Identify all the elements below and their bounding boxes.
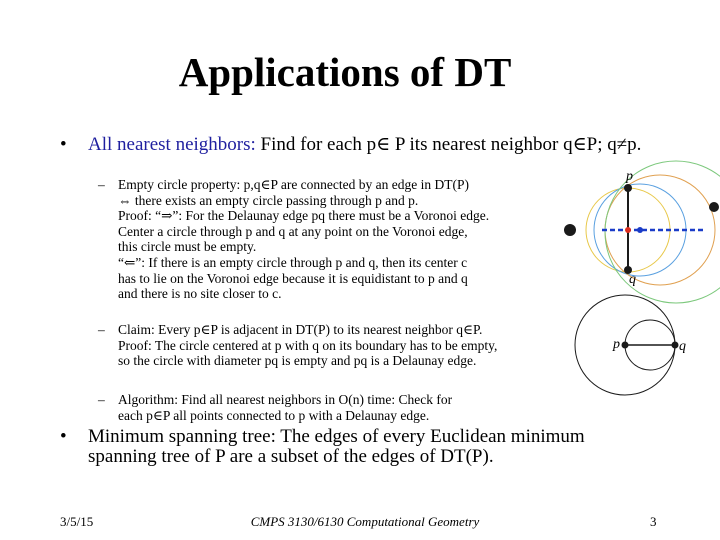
- page-title: Applications of DT: [178, 49, 512, 95]
- label-q: q: [629, 272, 636, 287]
- footer-page-number: 3: [650, 514, 657, 529]
- dash-marker: –: [98, 322, 105, 337]
- sub1-line: Center a circle through p and q at any point on the Voronoi edge,: [118, 223, 468, 239]
- bullet-marker: •: [60, 134, 67, 155]
- bullet2-line: spanning tree of P are a subset of the edges of DT(P).: [88, 446, 494, 467]
- footer-course: CMPS 3130/6130 Computational Geometry: [250, 514, 480, 529]
- sub2-line: so the circle with diameter pq is empty and pq is a Delaunay edge.: [118, 353, 477, 369]
- label-q: q: [679, 339, 686, 354]
- bullet-marker: •: [60, 426, 67, 447]
- sub1-line: Proof: “⇒”: For the Delaunay edge pq there must be a Voronoi edge.: [118, 208, 490, 224]
- bullet1-text: Find for each p∈ P its nearest neighbor q∈P; q≠p.: [260, 134, 642, 155]
- sub2-line: Proof: The circle centered at p with q on its boundary has to be empty,: [118, 337, 498, 353]
- bullet2-line: Minimum spanning tree: The edges of every Euclidean minimum: [88, 426, 585, 447]
- label-p: p: [613, 337, 620, 352]
- bullet1-head: All nearest neighbors:: [88, 134, 256, 155]
- sub1-line: and there is no site closer to c.: [118, 286, 282, 302]
- label-p: p: [626, 169, 633, 184]
- sub2-line: Claim: Every p∈P is adjacent in DT(P) to its nearest neighbor q∈P.: [118, 322, 483, 337]
- sub3-line: Algorithm: Find all nearest neighbors in O(n) time: Check for: [118, 392, 453, 407]
- footer-date: 3/5/15: [60, 514, 94, 529]
- dash-marker: –: [98, 177, 105, 192]
- dash-marker: –: [98, 392, 105, 407]
- sub1-line: has to lie on the Voronoi edge because it is equidistant to p and q: [118, 270, 468, 286]
- point-q: [672, 342, 679, 349]
- sub1-line: this circle must be empty.: [118, 239, 257, 255]
- sub1-line: ⇔ there exists an empty circle passing through p and p.: [118, 192, 419, 208]
- point-p: [622, 342, 629, 349]
- sub1-line: “⇐”: If there is an empty circle through p and q, then its center c: [118, 254, 468, 270]
- sub3-line: each p∈P all points connected to p with a Delaunay edge.: [118, 407, 430, 423]
- sub1-line: Empty circle property: p,q∈P are connected by an edge in DT(P): [118, 177, 469, 192]
